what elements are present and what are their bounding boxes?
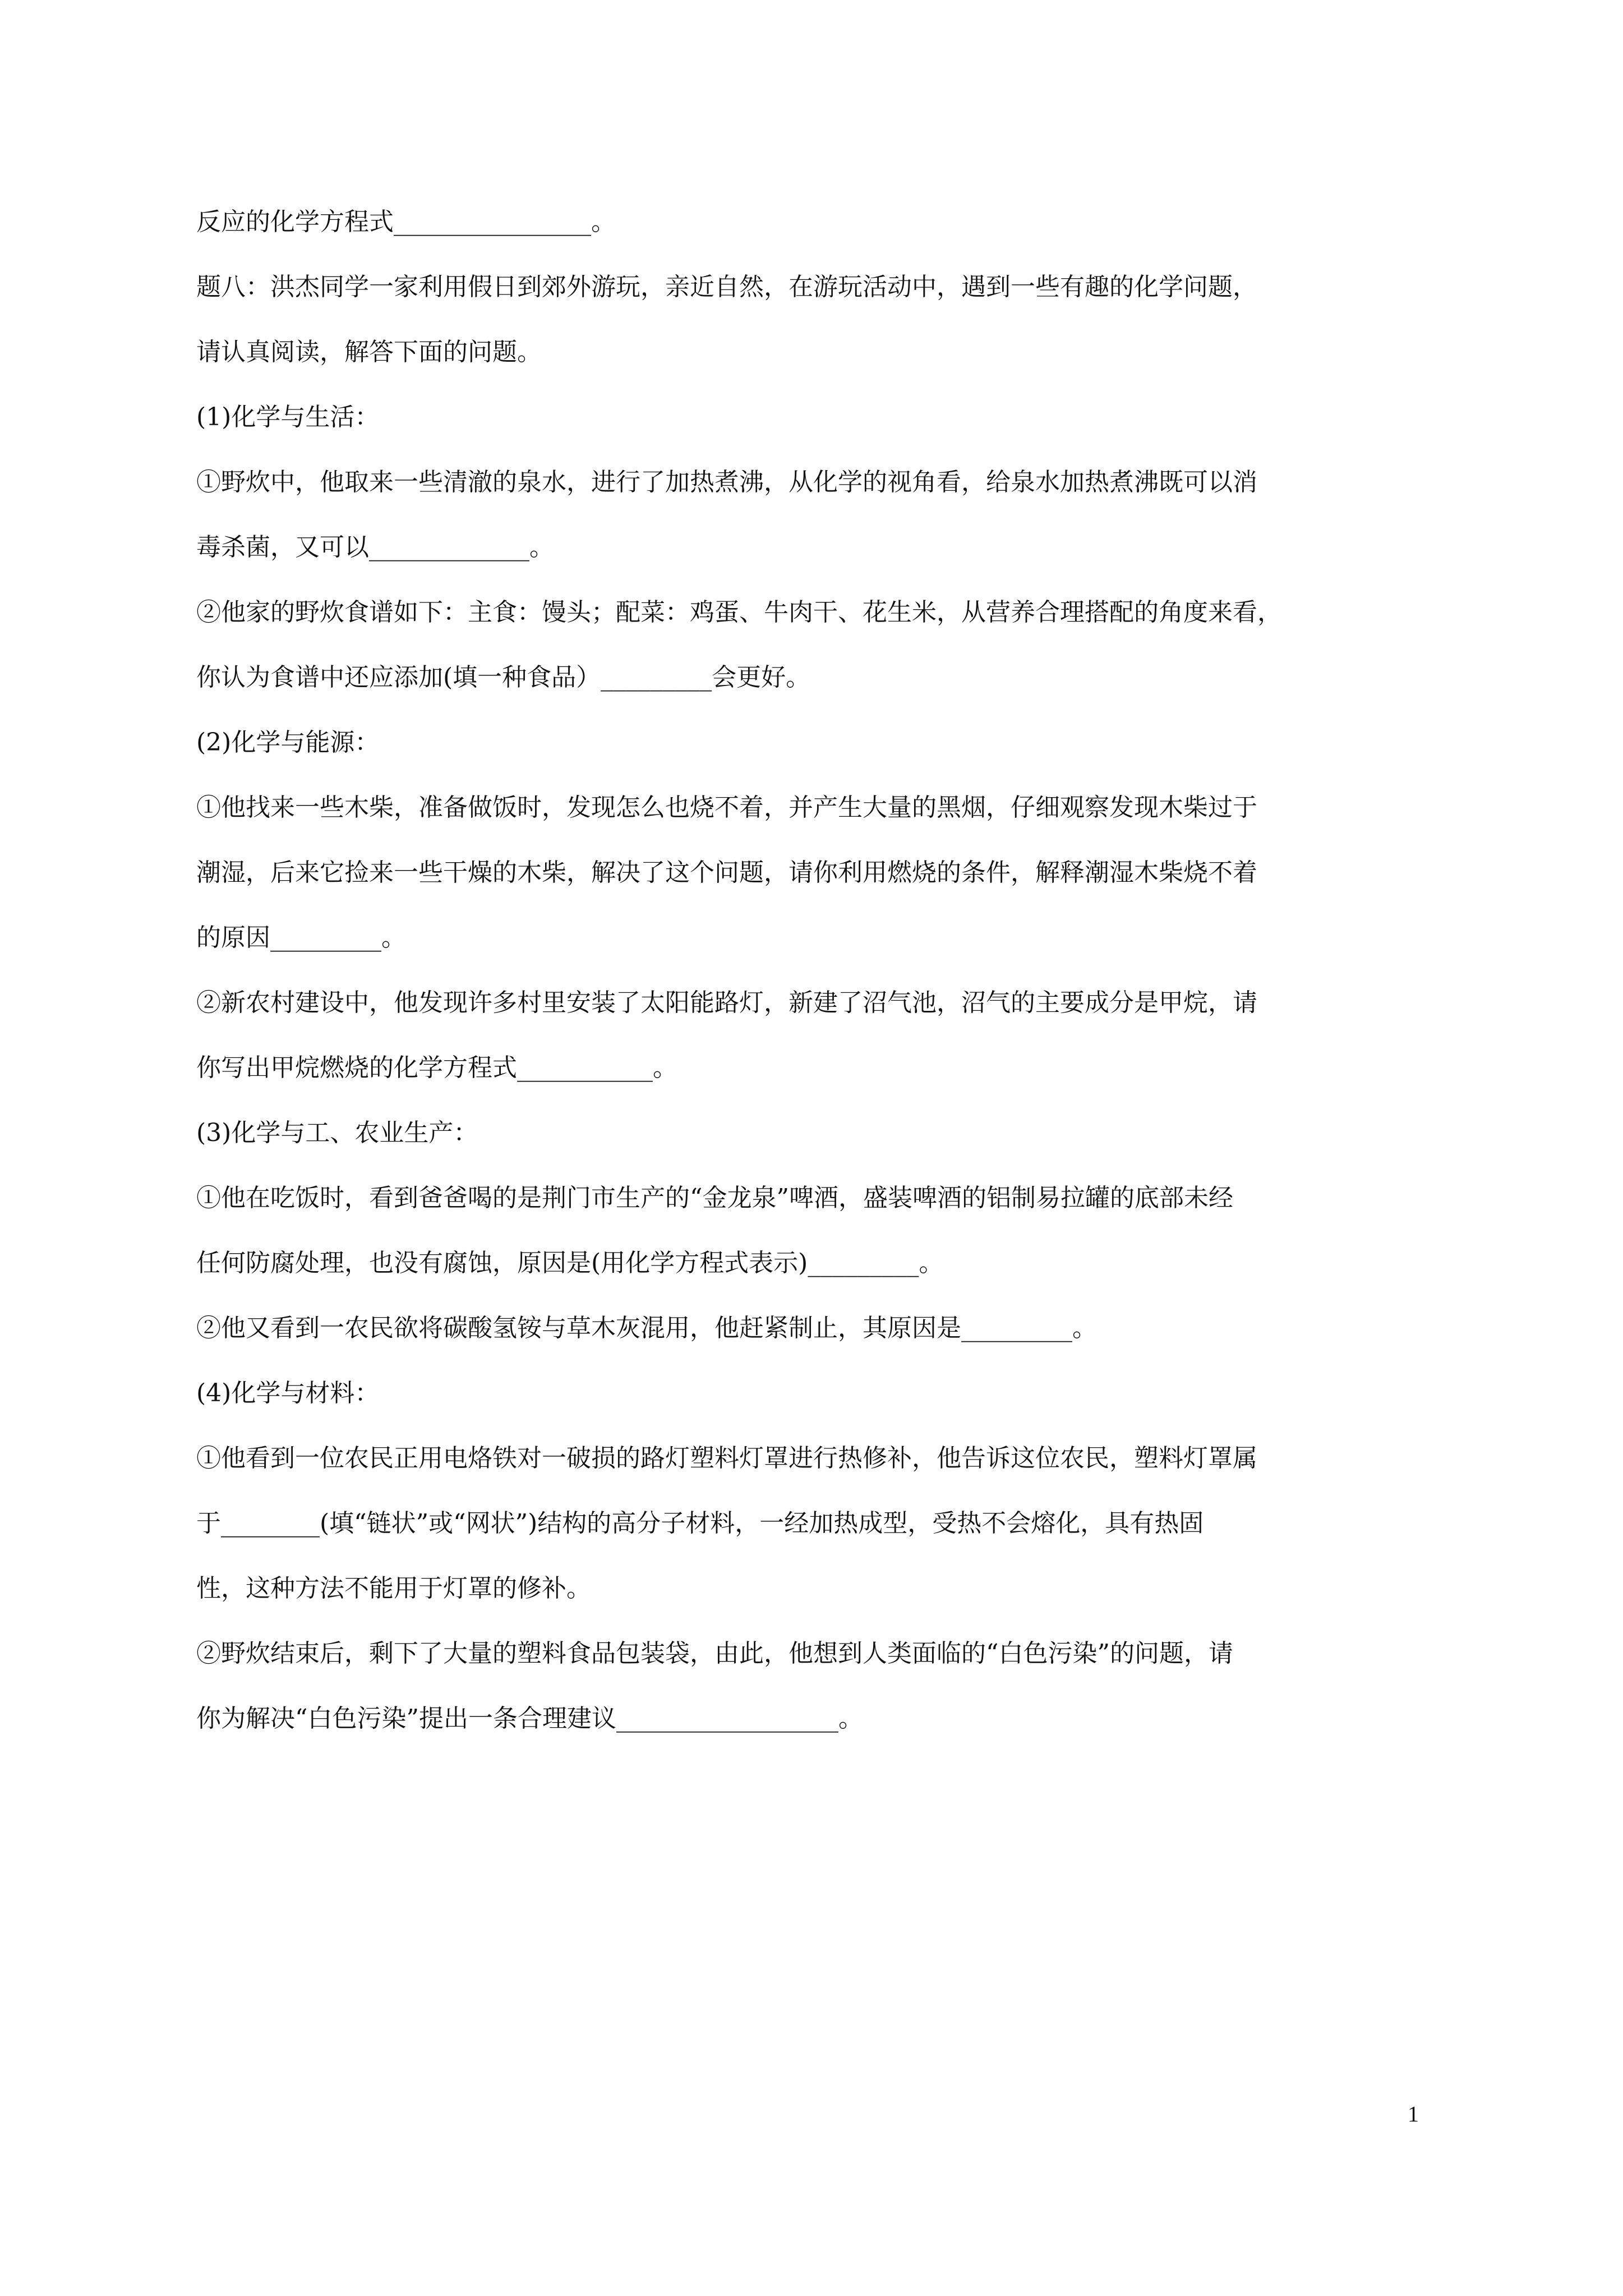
text-line: 你写出甲烷燃烧的化学方程式___________。 xyxy=(196,1053,677,1082)
text-line: ①他在吃饭时，看到爸爸喝的是荆门市生产的“金龙泉”啤酒，盛装啤酒的铝制易拉罐的底部未经 xyxy=(196,1184,1233,1212)
text-line: 性，这种方法不能用于灯罩的修补。 xyxy=(196,1574,591,1603)
text-line: 的原因_________。 xyxy=(196,923,406,952)
text-line: ②他又看到一农民欲将碳酸氢铵与草木灰混用，他赶紧制止，其原因是_________。 xyxy=(196,1314,1097,1342)
text-line: 于________(填“链状”或“网状”)结构的高分子材料，一经加热成型，受热不会熔化，具有热固 xyxy=(196,1509,1204,1538)
section-heading-3: (3)化学与工、农业生产： xyxy=(196,1119,478,1147)
text-line: ①他找来一些木柴，准备做饭时，发现怎么也烧不着，并产生大量的黑烟，仔细观察发现木柴过于 xyxy=(196,793,1257,822)
text-line: ①他看到一位农民正用电烙铁对一破损的路灯塑料灯罩进行热修补，他告诉这位农民，塑料灯罩属 xyxy=(196,1444,1257,1473)
text-line: ②新农村建设中，他发现许多村里安装了太阳能路灯，新建了沼气池，沼气的主要成分是甲烷，请 xyxy=(196,988,1257,1017)
question-heading: 题八：洪杰同学一家利用假日到郊外游玩，亲近自然，在游玩活动中，遇到一些有趣的化学问题， xyxy=(196,273,1257,301)
text-line: 请认真阅读，解答下面的问题。 xyxy=(196,338,542,366)
text-line: 你认为食谱中还应添加(填一种食品）_________会更好。 xyxy=(196,663,811,692)
page-number: 1 xyxy=(1408,2101,1419,2127)
text-line: ①野炊中，他取来一些清澈的泉水，进行了加热煮沸，从化学的视角看，给泉水加热煮沸既可以消 xyxy=(196,468,1257,496)
text-line: 反应的化学方程式________________。 xyxy=(196,208,616,236)
text-line: 你为解决“白色污染”提出一条合理建议__________________。 xyxy=(196,1704,863,1733)
text-line: 潮湿，后来它捡来一些干燥的木柴，解决了这个问题，请你利用燃烧的条件，解释潮湿木柴烧不着 xyxy=(196,858,1257,887)
text-line: ②他家的野炊食谱如下：主食：馒头；配菜：鸡蛋、牛肉干、花生米，从营养合理搭配的角度来看， xyxy=(196,598,1282,627)
section-heading-2: (2)化学与能源： xyxy=(196,728,380,757)
text-line: 毒杀菌，又可以_____________。 xyxy=(196,533,554,562)
text-line: ②野炊结束后，剩下了大量的塑料食品包装袋，由此，他想到人类面临的“白色污染”的问题，请 xyxy=(196,1639,1233,1668)
document-body xyxy=(196,205,1447,1736)
section-heading-1: (1)化学与生活： xyxy=(196,403,380,431)
text-line: 任何防腐处理，也没有腐蚀，原因是(用化学方程式表示)_________。 xyxy=(196,1249,944,1277)
section-heading-4: (4)化学与材料： xyxy=(196,1379,380,1407)
